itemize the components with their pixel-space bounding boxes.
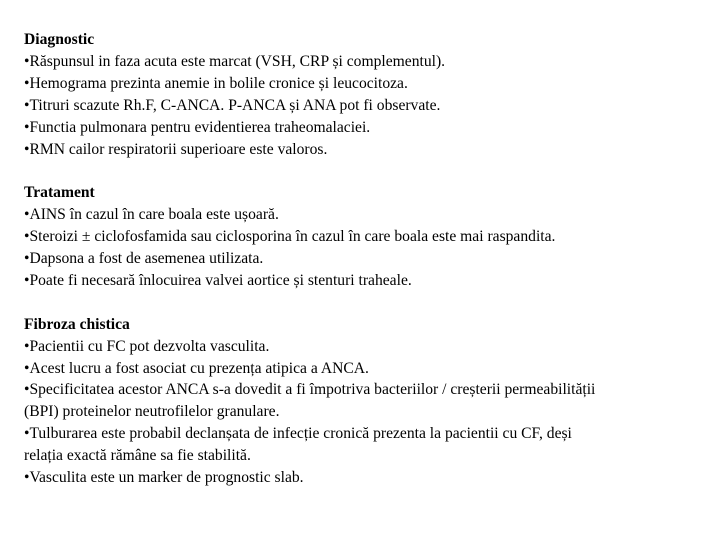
bullet-line: •Dapsona a fost de asemenea utilizata. (24, 250, 264, 268)
section-fibroza-chistica (24, 314, 714, 489)
section-heading: Tratament (24, 184, 95, 202)
bullet-line: •RMN cailor respiratorii superioare este valoros. (24, 140, 328, 158)
section-heading: Fibroza chistica (24, 315, 130, 333)
bullet-line: •Răspunsul in faza acuta este marcat (VSH, CRP și complementul). (24, 52, 446, 70)
bullet-line: (BPI) proteinelor neutrofilelor granulare. (24, 403, 280, 421)
slide-content (24, 29, 714, 489)
bullet-line: •Titruri scazute Rh.F, C-ANCA. P-ANCA și ANA pot fi observate. (24, 96, 441, 114)
bullet-line: relația exactă rămâne sa fie stabilită. (24, 447, 251, 465)
bullet-line: •Specificitatea acestor ANCA s-a dovedit a fi împotriva bacteriilor / creșterii permeabilității (24, 381, 596, 399)
section-diagnostic (24, 29, 714, 160)
bullet-line: •Poate fi necesară înlocuirea valvei aortice și stenturi traheale. (24, 271, 412, 289)
section-tratament (24, 182, 714, 292)
bullet-line: •Functia pulmonara pentru evidentierea traheomalaciei. (24, 118, 371, 136)
bullet-line: •Acest lucru a fost asociat cu prezența atipica a ANCA. (24, 359, 369, 377)
bullet-line: •Hemograma prezinta anemie in bolile cronice și leucocitoza. (24, 74, 408, 92)
bullet-line: •Tulburarea este probabil declanșata de infecție cronică prezenta la pacientii cu CF, deși (24, 425, 572, 443)
bullet-line: •Steroizi ± ciclofosfamida sau ciclosporina în cazul în care boala este mai raspandita. (24, 228, 556, 246)
bullet-line: •Vasculita este un marker de prognostic slab. (24, 469, 304, 487)
bullet-line: •AINS în cazul în care boala este ușoară. (24, 206, 279, 224)
bullet-line: •Pacientii cu FC pot dezvolta vasculita. (24, 337, 270, 355)
section-heading: Diagnostic (24, 31, 95, 48)
